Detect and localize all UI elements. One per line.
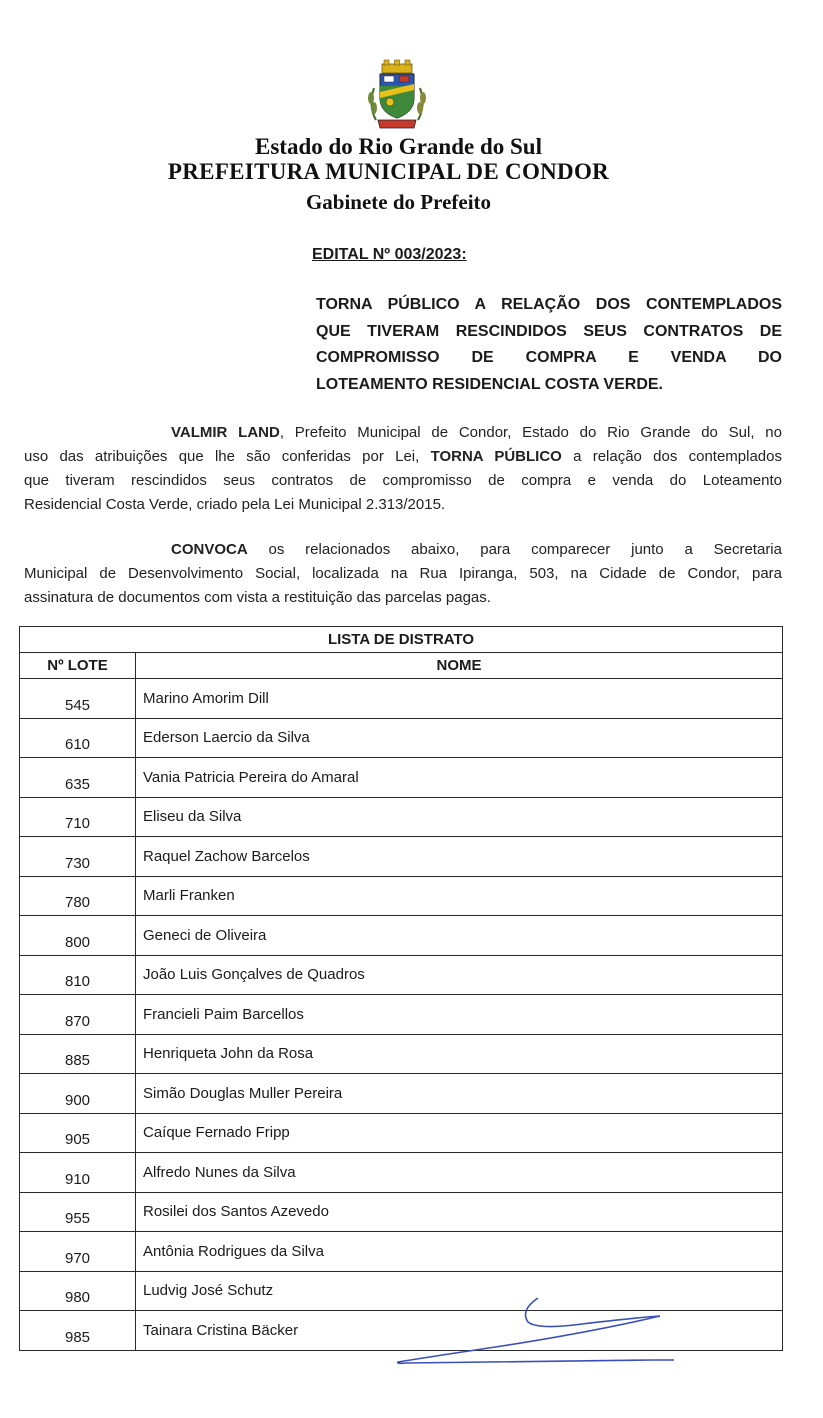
lote-cell: 635 xyxy=(20,758,136,798)
nome-cell: Rosilei dos Santos Azevedo xyxy=(136,1192,783,1232)
lote-cell: 545 xyxy=(20,679,136,719)
distrato-table xyxy=(19,626,783,1351)
table-row xyxy=(20,797,783,837)
paragraph-line: assinatura de documentos com vista a restituição das parcelas pagas. xyxy=(24,589,491,606)
mayor-name: VALMIR LAND xyxy=(171,424,280,441)
paragraph-line xyxy=(24,445,782,469)
table-row xyxy=(20,916,783,956)
nome-cell: Caíque Fernado Fripp xyxy=(136,1113,783,1153)
paragraph-text: a relação dos contemplados xyxy=(573,448,782,465)
table-row xyxy=(20,1074,783,1114)
lote-cell: 970 xyxy=(20,1232,136,1272)
lote-cell: 980 xyxy=(20,1271,136,1311)
coat-of-arms-icon xyxy=(358,58,436,130)
preamble-paragraph xyxy=(24,421,782,517)
nome-cell: João Luis Gonçalves de Quadros xyxy=(136,955,783,995)
nome-cell: Tainara Cristina Bäcker xyxy=(136,1311,783,1351)
lote-cell: 710 xyxy=(20,797,136,837)
paragraph-line xyxy=(24,538,782,562)
nome-cell: Alfredo Nunes da Silva xyxy=(136,1153,783,1193)
paragraph-line: Municipal de Desenvolvimento Social, localizada na Rua Ipiranga, 503, na Cidade de Condor, para xyxy=(24,565,782,582)
table-row xyxy=(20,679,783,719)
ementa-line: LOTEAMENTO RESIDENCIAL COSTA VERDE. xyxy=(316,375,663,393)
table-row xyxy=(20,1153,783,1193)
nome-cell: Francieli Paim Barcellos xyxy=(136,995,783,1035)
lote-cell: 900 xyxy=(20,1074,136,1114)
table-title: LISTA DE DISTRATO xyxy=(20,627,783,653)
ementa-line: TORNA PÚBLICO A RELAÇÃO DOS CONTEMPLADOS xyxy=(316,296,782,313)
column-header-lote: Nº LOTE xyxy=(20,653,136,679)
table-row xyxy=(20,758,783,798)
paragraph-bold: TORNA PÚBLICO xyxy=(430,448,562,465)
lote-cell: 955 xyxy=(20,1192,136,1232)
table-row xyxy=(20,1113,783,1153)
paragraph-text: uso das atribuições que lhe são conferidas por Lei, xyxy=(24,448,420,465)
lote-cell: 780 xyxy=(20,876,136,916)
column-header-nome: NOME xyxy=(136,653,783,679)
lote-cell: 730 xyxy=(20,837,136,877)
lote-cell: 800 xyxy=(20,916,136,956)
nome-cell: Eliseu da Silva xyxy=(136,797,783,837)
signature xyxy=(392,1290,692,1380)
lote-cell: 885 xyxy=(20,1034,136,1074)
lote-cell: 810 xyxy=(20,955,136,995)
nome-cell: Raquel Zachow Barcelos xyxy=(136,837,783,877)
nome-cell: Marino Amorim Dill xyxy=(136,679,783,719)
table-row xyxy=(20,1232,783,1272)
table-row xyxy=(20,876,783,916)
paragraph-bold: CONVOCA xyxy=(171,541,248,558)
state-heading: Estado do Rio Grande do Sul xyxy=(255,134,542,159)
lote-cell: 985 xyxy=(20,1311,136,1351)
edital-number: EDITAL Nº 003/2023: xyxy=(312,246,467,263)
lote-cell: 910 xyxy=(20,1153,136,1193)
nome-cell: Vania Patricia Pereira do Amaral xyxy=(136,758,783,798)
nome-cell: Ludvig José Schutz xyxy=(136,1271,783,1311)
nome-cell: Antônia Rodrigues da Silva xyxy=(136,1232,783,1272)
ementa-line: COMPROMISSO DE COMPRA E VENDA DO xyxy=(316,349,782,366)
nome-cell: Marli Franken xyxy=(136,876,783,916)
paragraph-line: que tiveram rescindidos seus contratos de compromisso de compra e venda do Loteamento xyxy=(24,472,782,489)
nome-cell: Ederson Laercio da Silva xyxy=(136,718,783,758)
nome-cell: Henriqueta John da Rosa xyxy=(136,1034,783,1074)
edital-ementa xyxy=(316,292,782,398)
paragraph-text: , Prefeito Municipal de Condor, Estado do Rio Grande do Sul, no xyxy=(279,424,782,441)
gabinete-heading: Gabinete do Prefeito xyxy=(305,190,492,214)
table-row xyxy=(20,995,783,1035)
lote-cell: 905 xyxy=(20,1113,136,1153)
paragraph-line xyxy=(24,421,782,445)
nome-cell: Geneci de Oliveira xyxy=(136,916,783,956)
lote-cell: 610 xyxy=(20,718,136,758)
paragraph-text: os relacionados abaixo, para comparecer junto a Secretaria xyxy=(268,541,782,558)
table-row xyxy=(20,718,783,758)
lote-cell: 870 xyxy=(20,995,136,1035)
table-row xyxy=(20,955,783,995)
table-row xyxy=(20,1192,783,1232)
ementa-line: QUE TIVERAM RESCINDIDOS SEUS CONTRATOS DE xyxy=(316,322,782,340)
prefeitura-heading: PREFEITURA MUNICIPAL DE CONDOR xyxy=(167,159,610,184)
paragraph-line: Residencial Costa Verde, criado pela Lei Municipal 2.313/2015. xyxy=(24,496,446,513)
nome-cell: Simão Douglas Muller Pereira xyxy=(136,1074,783,1114)
convocation-paragraph xyxy=(24,538,782,610)
table-row xyxy=(20,837,783,877)
table-row xyxy=(20,1034,783,1074)
